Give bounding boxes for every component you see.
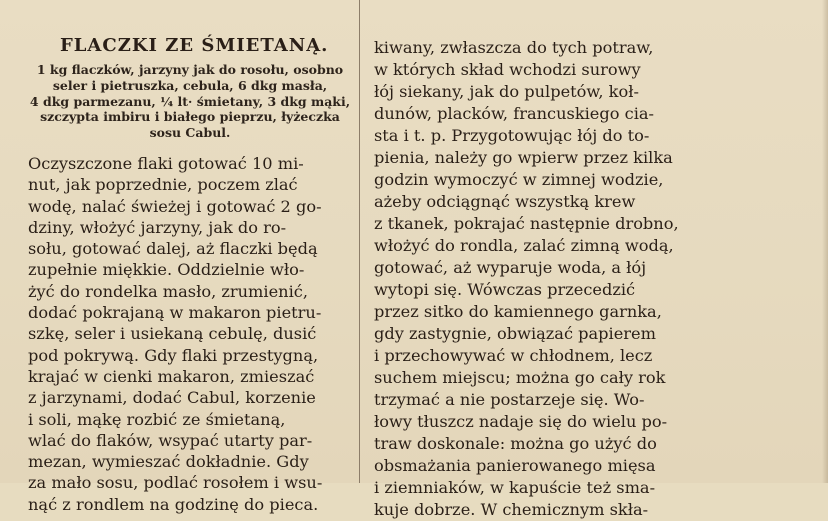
ingredients-list: [28, 62, 352, 141]
text-line: gotować, aż wyparuje woda, a łój: [374, 258, 647, 277]
text-line: z tkanek, pokrajać następnie drobno,: [374, 214, 679, 233]
text-line: i soli, mąkę rozbić ze śmietaną,: [28, 409, 286, 429]
text-line: krajać w cienki makaron, zmieszać: [28, 366, 315, 386]
text-line: sta i t. p. Przygotowując łój do to-: [374, 126, 650, 145]
text-line: pienia, należy go wpierw przez kilka: [374, 148, 673, 167]
text-line: łój siekany, jak do pulpetów, koł-: [374, 82, 639, 101]
text-line: łowy tłuszcz nadaje się do wielu po-: [374, 412, 668, 431]
text-line: kiwany, zwłaszcza do tych potraw,: [374, 38, 654, 57]
left-column: [28, 28, 353, 515]
text-line: włożyć do rondla, zalać zimną wodą,: [374, 236, 674, 255]
text-line: ażeby odciągnąć wszystką krew: [374, 192, 636, 211]
text-line: zupełnie miękkie. Oddzielnie wło-: [28, 260, 305, 280]
text-line: kuje dobrze. W chemicznym skła-: [374, 500, 649, 519]
text-line: Oczyszczone flaki gotować 10 mi-: [28, 153, 304, 173]
text-line: godzin wymoczyć w zimnej wodzie,: [374, 170, 664, 189]
text-line: za mało sosu, podlać rosołem i wsu-: [28, 473, 323, 493]
text-line: obsmażania panierowanego mięsa: [374, 456, 656, 475]
ingredient-line: sosu Cabul.: [149, 125, 231, 141]
ingredient-line: seler i pietruszka, cebula, 6 dkg masła,: [52, 77, 328, 93]
text-line: wlać do flaków, wsypać utarty par-: [28, 430, 313, 450]
text-line: wytopi się. Wówczas przecedzić: [374, 280, 636, 299]
ingredient-line: szczypta imbiru i białego pieprzu, łyżeczka: [40, 109, 340, 125]
left-body-text: [28, 153, 353, 515]
text-line: nut, jak poprzednie, poczem zlać: [28, 175, 298, 195]
text-line: z jarzynami, dodać Cabul, korzenie: [28, 388, 316, 408]
text-line: suchem miejscu; można go cały rok: [374, 368, 666, 387]
text-line: traw doskonale: można go użyć do: [374, 434, 657, 453]
text-line: przez sitko do kamiennego garnka,: [374, 302, 662, 321]
text-line: żyć do rondelka masło, zrumienić,: [28, 281, 308, 301]
page-edge-shadow: [822, 0, 828, 483]
text-line: gdy zastygnie, obwiązać papierem: [374, 324, 656, 343]
text-line: w których skład wchodzi surowy: [374, 60, 641, 79]
right-column: [374, 37, 694, 521]
text-line: szkę, seler i usiekaną cebulę, dusić: [28, 324, 317, 344]
recipe-title: FLACZKI ZE ŚMIETANĄ.: [60, 35, 329, 56]
text-line: dziny, włożyć jarzyny, jak do ro-: [28, 217, 287, 237]
text-line: sołu, gotować dalej, aż flaczki będą: [28, 239, 318, 259]
text-line: i ziemniaków, w kapuście też sma-: [374, 478, 656, 497]
text-line: dunów, placków, francuskiego cia-: [374, 104, 655, 123]
text-line: trzymać a nie postarzeje się. Wo-: [374, 390, 645, 409]
text-line: dodać pokrajaną w makaron pietru-: [28, 303, 322, 323]
text-line: pod pokrywą. Gdy flaki przestygną,: [28, 345, 319, 365]
column-divider: [359, 0, 360, 483]
text-line: i przechowywać w chłodnem, lecz: [374, 346, 653, 365]
text-line: wodę, nalać świeżej i gotować 2 go-: [28, 196, 322, 216]
text-line: mezan, wymieszać dokładnie. Gdy: [28, 452, 309, 472]
ingredient-line: 4 dkg parmezanu, ¼ lt· śmietany, 3 dkg mąki,: [29, 93, 351, 109]
text-line: nąć z rondlem na godzinę do pieca.: [28, 494, 319, 514]
ingredient-line: 1 kg flaczków, jarzyny jak do rosołu, osobno: [36, 62, 344, 77]
